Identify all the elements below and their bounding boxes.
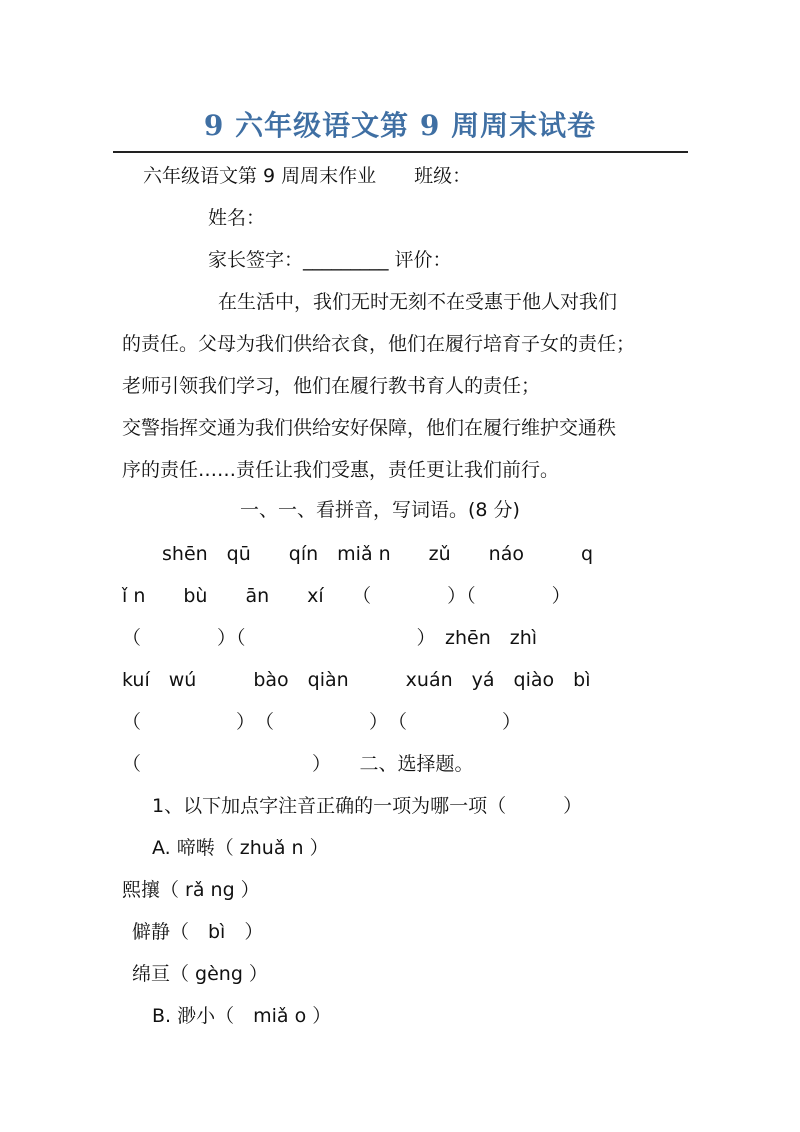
pinyin-line: shēn qū qín miǎ n zǔ náo q — [162, 543, 594, 565]
intro-line: 的责任。父母为我们供给衣食，他们在履行培育子女的责任； — [122, 333, 636, 355]
header-parent-line: 家长签字：_________ 评价： — [208, 249, 452, 271]
pinyin-line: （ ） 二、选择题。 — [122, 753, 474, 775]
intro-line: 序的责任……责任让我们受惠，责任更让我们前行。 — [122, 459, 560, 481]
section1-heading: 一、一、看拼音，写词语。(8 分) — [240, 499, 520, 521]
pinyin-line: （ ） （ ） （ ） — [122, 711, 522, 733]
intro-line: 在生活中，我们无时无刻不在受惠于他人对我们 — [218, 291, 618, 313]
intro-line: 老师引领我们学习，他们在履行教书育人的责任； — [122, 375, 541, 397]
header-name-line: 姓名： — [208, 207, 266, 229]
question-1: 1、以下加点字注音正确的一项为哪一项（ ） — [152, 795, 583, 817]
header-class-line: 六年级语文第 9 周周末作业 班级： — [143, 165, 472, 187]
pinyin-line: （ ）（ ） zhēn zhì — [122, 627, 538, 649]
option-line: 僻静（ bì ） — [132, 921, 264, 943]
pinyin-line: ǐ n bù ān xí （ ）（ ） — [122, 585, 571, 607]
option-line: 绵亘（ gèng ） — [132, 963, 268, 985]
document-title: 9 六年级语文第 9 周周末试卷 — [203, 109, 597, 142]
option-line: 熙攘（ rǎ ng ） — [122, 879, 260, 901]
option-line: B. 渺小（ miǎ o ） — [152, 1005, 332, 1027]
title-underline — [113, 151, 688, 153]
pinyin-line: kuí wú bào qiàn xuán yá qiào bì — [122, 669, 591, 691]
intro-line: 交警指挥交通为我们供给安好保障，他们在履行维护交通秩 — [122, 417, 617, 439]
option-line: A. 啼啭（ zhuǎ n ） — [152, 837, 329, 859]
